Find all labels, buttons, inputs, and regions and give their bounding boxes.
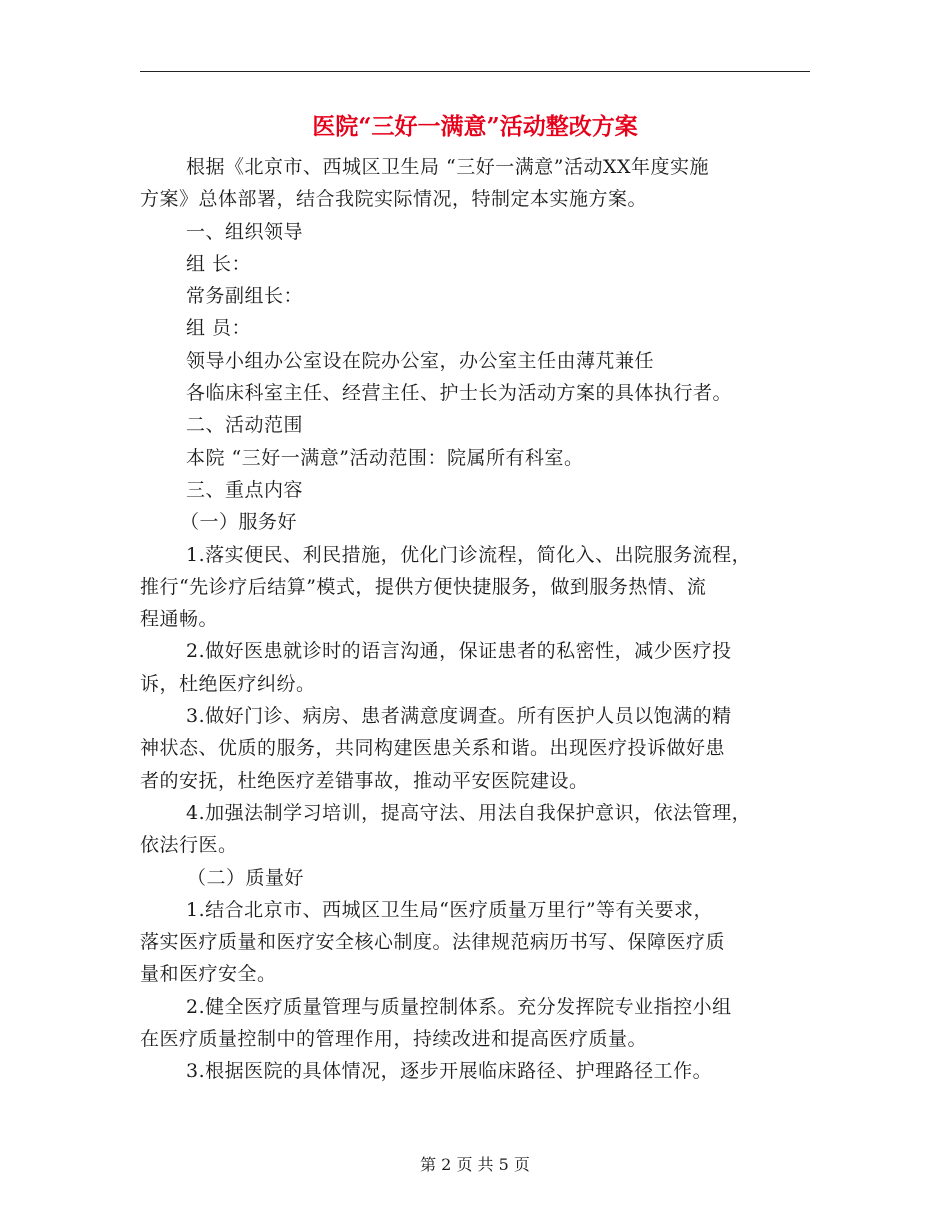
paragraph-line: 1.落实便民、利民措施，优化门诊流程，简化入、出院服务流程，	[186, 543, 752, 566]
paragraph-line: 方案》总体部署，结合我院实际情况，特制定本实施方案。	[140, 188, 648, 211]
page-footer: 第 2 页 共 5 页	[420, 1155, 530, 1174]
subsection-heading: （一）服务好	[180, 511, 298, 534]
paragraph-line: 1.结合北京市、西城区卫生局“医疗质量万里行”等有关要求，	[186, 898, 714, 921]
paragraph-line: 在医疗质量控制中的管理作用，持续改进和提高医疗质量。	[140, 1028, 648, 1051]
paragraph-line: 诉，杜绝医疗纠纷。	[140, 672, 316, 695]
paragraph-line: 量和医疗安全。	[140, 963, 277, 986]
paragraph-line: 组 长：	[186, 252, 252, 275]
paragraph-line: 依法行医。	[140, 834, 238, 857]
paragraph-line: 2.做好医患就诊时的语言沟通，保证患者的私密性，减少医疗投	[186, 640, 732, 663]
paragraph-line: 4.加强法制学习培训，提高守法、用法自我保护意识，依法管理，	[186, 801, 752, 824]
paragraph-line: 各临床科室主任、经营主任、护士长为活动方案的具体执行者。	[186, 382, 733, 405]
section-heading: 三、重点内容	[186, 478, 304, 501]
paragraph-line: 领导小组办公室设在院办公室，办公室主任由薄芃兼任	[186, 349, 655, 372]
paragraph-line: 落实医疗质量和医疗安全核心制度。法律规范病历书写、保障医疗质	[140, 931, 726, 954]
paragraph-line: 推行“先诊疗后结算”模式，提供方便快捷服务，做到服务热情、流	[140, 575, 707, 598]
paragraph-line: 3.根据医院的具体情况，逐步开展临床路径、护理路径工作。	[186, 1060, 713, 1083]
paragraph-line: 根据《北京市、西城区卫生局 “三好一满意”活动XX年度实施	[186, 156, 710, 178]
document-body	[140, 151, 820, 1088]
document-title: 医院“三好一满意”活动整改方案	[312, 113, 638, 140]
section-heading: 二、活动范围	[186, 414, 304, 437]
subsection-heading: （二）质量好	[187, 866, 305, 889]
paragraph-line: 者的安抚，杜绝医疗差错事故，推动平安医院建设。	[140, 769, 589, 792]
paragraph-line: 组 员：	[186, 317, 252, 340]
paragraph-line: 程通畅。	[140, 608, 219, 631]
paragraph-line: 常务副组长：	[186, 285, 304, 308]
paragraph-line: 神状态、优质的服务，共同构建医患关系和谐。出现医疗投诉做好患	[140, 737, 726, 760]
paragraph-line: 3.做好门诊、病房、患者满意度调查。所有医护人员以饱满的精	[186, 705, 732, 728]
paragraph-line: 本院 “三好一满意”活动范围：院属所有科室。	[186, 446, 584, 469]
header-rule	[140, 71, 810, 72]
paragraph-line: 2.健全医疗质量管理与质量控制体系。充分发挥院专业指控小组	[186, 995, 732, 1018]
section-heading: 一、组织领导	[186, 220, 304, 243]
